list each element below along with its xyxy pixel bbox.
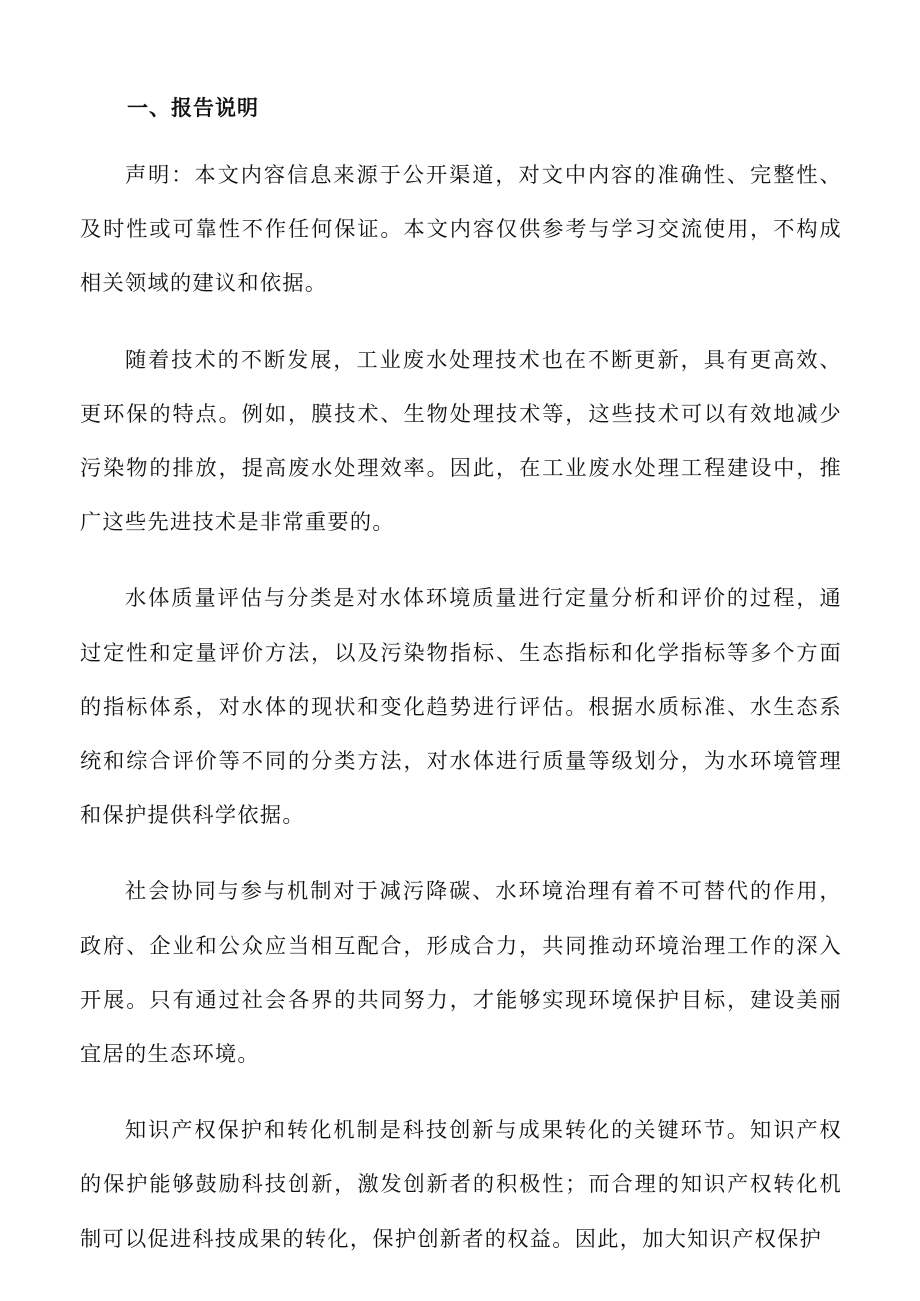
paragraph-intellectual-property: 知识产权保护和转化机制是科技创新与成果转化的关键环节。知识产权的保护能够鼓励科技创新，激发创新者的积极性；而合理的知识产权转化机制可以促进科技成果的转化，保护创新者的权益。因此，加大知识产权保护 [80,1117,842,1251]
paragraph-disclaimer: 声明：本文内容信息来源于公开渠道，对文中内容的准确性、完整性、及时性或可靠性不作任何保证。本文内容仅供参考与学习交流使用，不构成相关领域的建议和依据。 [80,162,842,296]
paragraph-technology: 随着技术的不断发展，工业废水处理技术也在不断更新，具有更高效、更环保的特点。例如，膜技术、生物处理技术等，这些技术可以有效地减少污染物的排放，提高废水处理效率。因此，在工业废水处理工程建设中，推广这些先进技术是非常重要的。 [80,346,842,535]
document-body [80,86,842,1288]
paragraph-water-quality: 水体质量评估与分类是对水体环境质量进行定量分析和评价的过程，通过定性和定量评价方法，以及污染物指标、生态指标和化学指标等多个方面的指标体系，对水体的现状和变化趋势进行评估。根据水质标准、水生态系统和综合评价等不同的分类方法，对水体进行质量等级划分，为水环境管理和保护提供科学依据。 [80,585,842,828]
section-heading: 一、报告说明 [127,95,259,120]
paragraph-social-participation: 社会协同与参与机制对于减污降碳、水环境治理有着不可替代的作用，政府、企业和公众应当相互配合，形成合力，共同推动环境治理工作的深入开展。只有通过社会各界的共同努力，才能够实现环境保护目标，建设美丽宜居的生态环境。 [80,878,842,1067]
